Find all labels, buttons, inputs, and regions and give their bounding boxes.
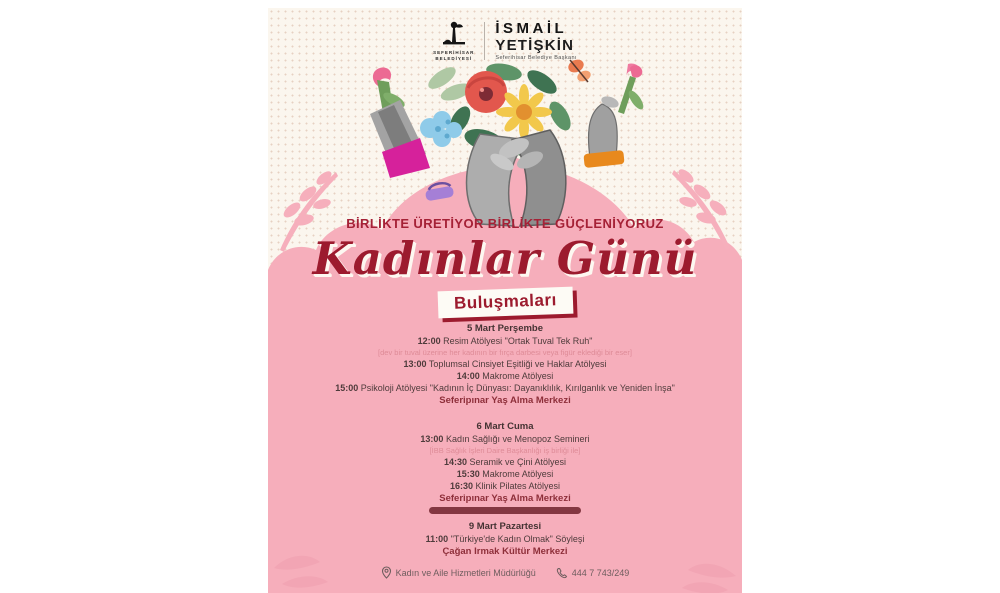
schedule-item: 13:00 Toplumsal Cinsiyet Eşitliği ve Haklar Atölyesi [403,359,607,369]
red-poppy-flower [465,71,507,113]
schedule-block-march-5 [278,322,732,407]
schedule-item: 13:00 Kadın Sağlığı ve Menopoz Semineri [420,434,590,444]
mayor-logo [495,21,577,62]
location-pin-icon [381,566,392,579]
footer [268,566,742,579]
schedule-item: 12:00 Resim Atölyesi "Ortak Tuval Tek Ruh" [417,336,593,346]
womens-day-poster [268,8,742,593]
right-arm-tulip [583,63,646,168]
municipality-name-line2: BELEDİYESİ [435,55,473,61]
day-heading: 5 Mart Perşembe [466,323,544,334]
schedule-block-march-6 [278,420,732,505]
subtitle-band: Buluşmaları [437,287,573,319]
schedule-note: [İBB Sağlık İşleri Daire Başkanlığı iş birliği ile] [429,446,581,455]
schedule-note: [dev bir tuval üzerine her kadının bir fırça darbesi veya figür eklediği bir eser] [378,348,632,357]
event-title: Kadınlar Günü [312,232,698,285]
tagline: BİRLİKTE ÜRETİYOR BİRLİKTE GÜÇLENİYORUZ [346,216,664,231]
phone-number: 444 7 743/249 [571,567,630,578]
venue: Seferipınar Yaş Alma Merkezi [439,493,571,504]
hands-and-flowers-illustration [364,56,654,236]
header-divider [484,22,485,60]
day-heading: 9 Mart Pazartesi [468,521,542,532]
schedule-item: 15:00 Psikoloji Atölyesi "Kadının İç Dünyası: Dayanıklılık, Kırılganlık ve Yeniden İnşa" [335,383,675,393]
day-heading: 6 Mart Cuma [476,421,534,432]
mayor-last-name: YETİŞKİN [495,36,575,54]
schedule-item: 11:00 "Türkiye'de Kadın Olmak" Söyleşi [425,534,585,544]
subtitle-band-wrap [268,289,742,316]
mayor-title: Seferihisar Belediye Başkanı [495,54,577,61]
schedule-item: 15:30 Makrome Atölyesi [456,469,554,479]
schedule-block-march-9 [278,520,732,558]
phone-info [556,567,630,579]
purple-sewing-item [424,181,454,201]
schedule-item: 16:30 Klinik Pilates Atölyesi [449,481,561,491]
header [268,20,742,62]
venue: Seferipınar Yaş Alma Merkezi [439,395,571,406]
mayor-first-name: İSMAİL [495,19,568,37]
municipality-logo [433,20,474,62]
phone-icon [556,567,568,579]
schedule-item: 14:00 Makrome Atölyesi [456,371,554,381]
municipality-logo-icon [441,20,467,50]
section-divider [429,507,581,514]
department-info [381,566,536,579]
venue: Çağan Irmak Kültür Merkezi [442,546,568,557]
embracing-hands [467,130,566,226]
schedule-item: 14:30 Seramik ve Çini Atölyesi [443,457,567,467]
municipality-name-line1: SEFERİHİSAR [433,50,475,55]
department-label: Kadın ve Aile Hizmetleri Müdürlüğü [395,567,536,578]
left-arm-tulip [370,68,430,179]
